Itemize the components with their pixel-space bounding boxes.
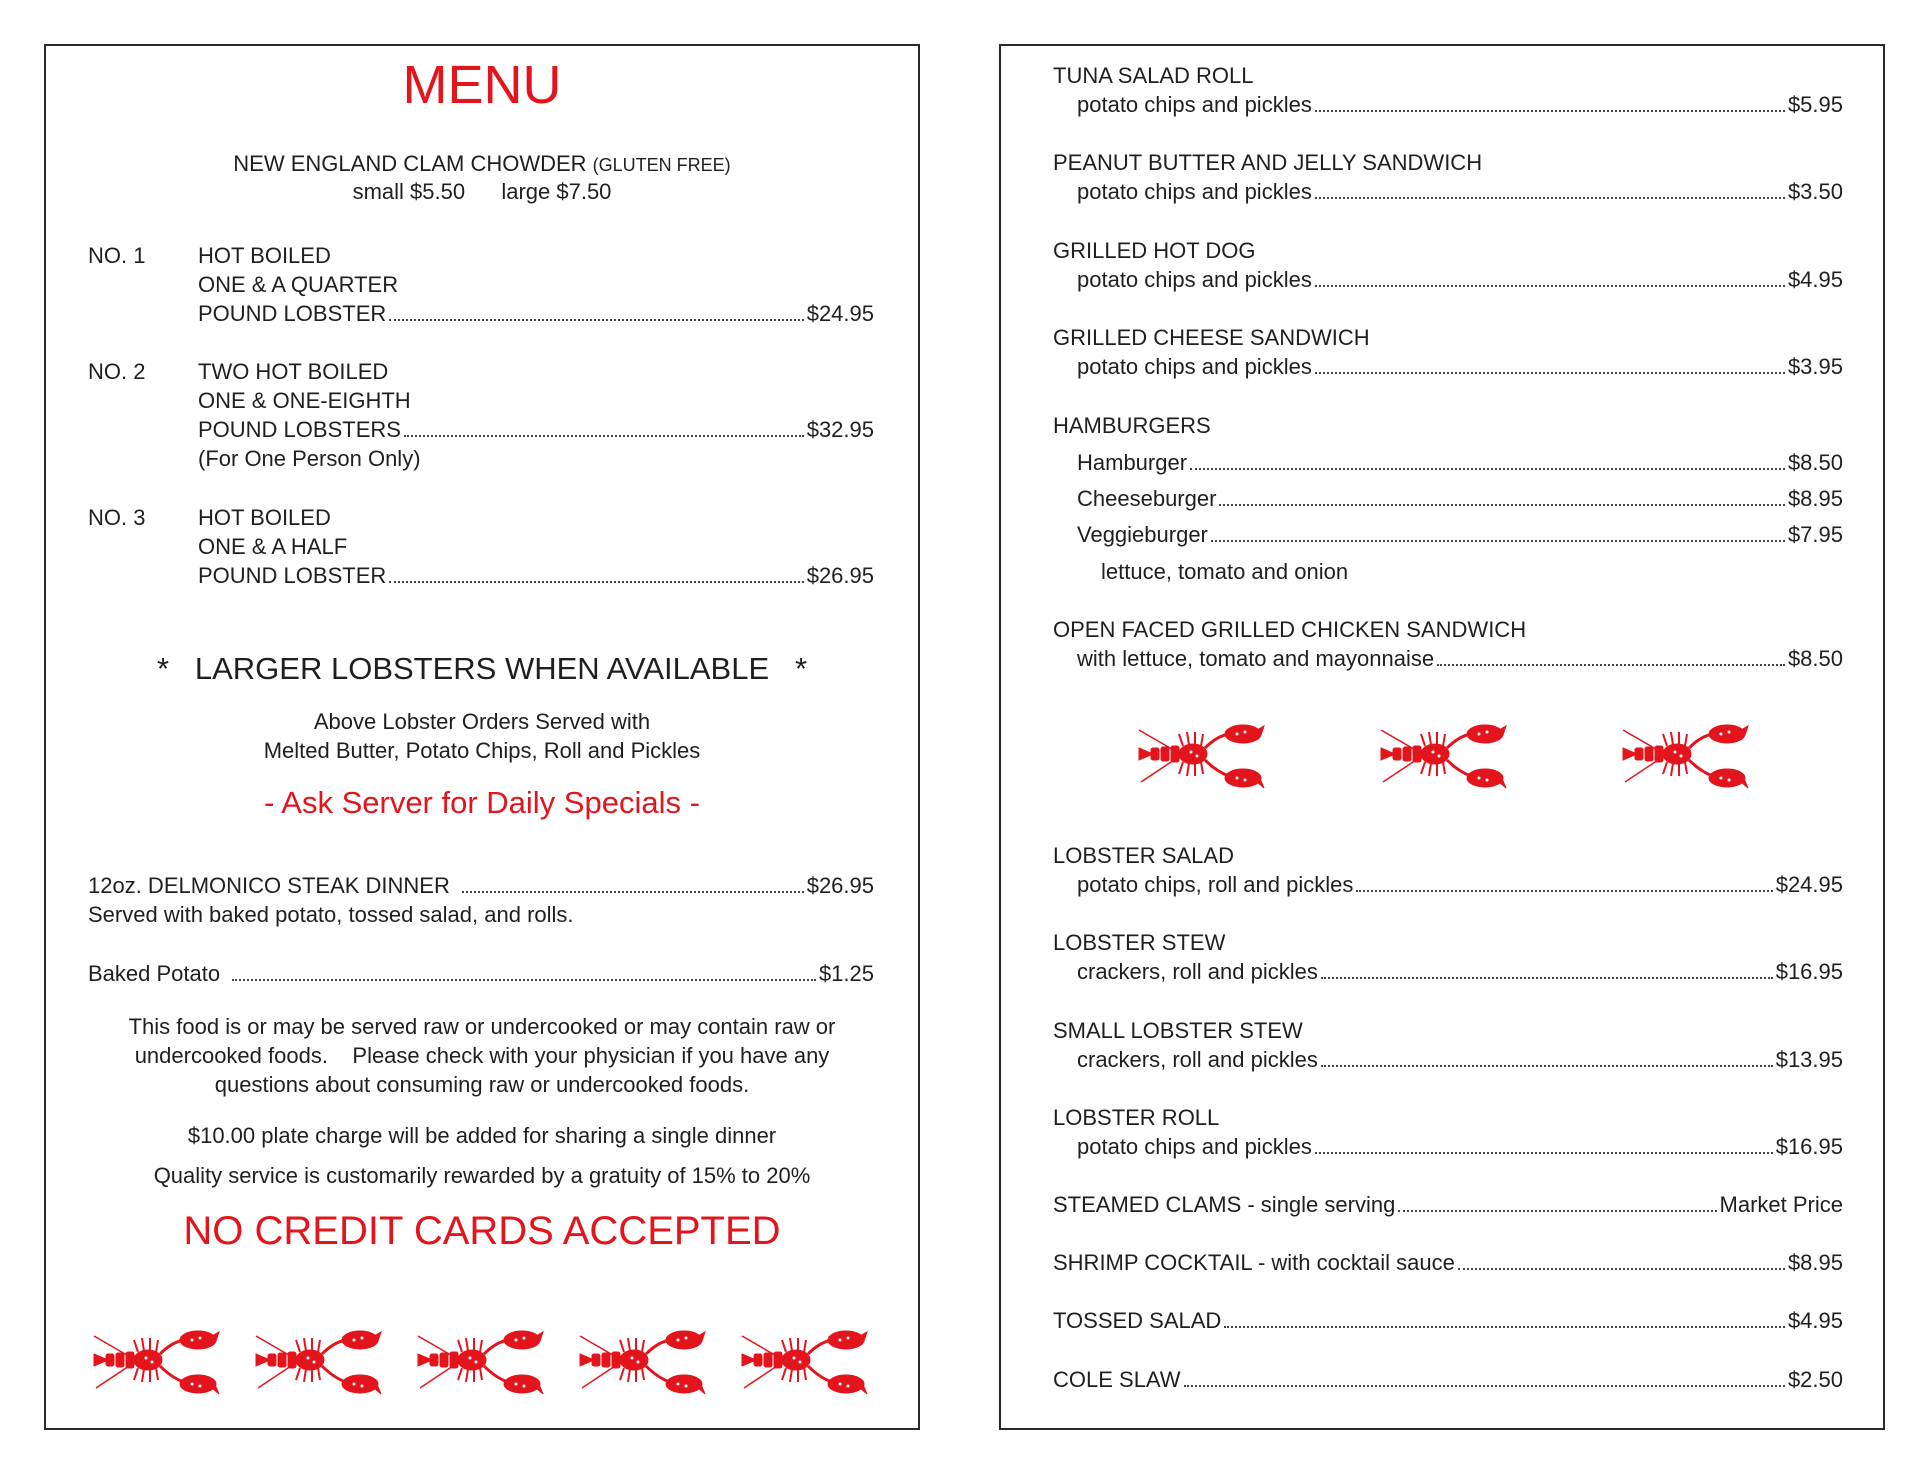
item-no-1-number: NO. 1 (88, 243, 146, 268)
chicken-sandwich-row (1077, 645, 1843, 673)
lobster-icon (416, 1328, 544, 1400)
steak-price: $26.95 (806, 873, 874, 898)
burger-toppings: lettuce, tomato and onion (1101, 559, 1349, 584)
steak-description: Served with baked potato, tossed salad, and rolls. (88, 902, 574, 927)
lobster-icon (254, 1328, 382, 1400)
chowder-small: small $5.50 (352, 179, 466, 204)
small-lobster-stew-name: SMALL LOBSTER STEW (1053, 1018, 1303, 1043)
item-no-1-line-1: HOT BOILED (198, 243, 331, 268)
veggieburger-row (1077, 521, 1843, 549)
lobster-icon (578, 1328, 706, 1400)
served-with-line-1: Above Lobster Orders Served with (313, 709, 651, 734)
pbj-price: $3.50 (1787, 179, 1843, 204)
chowder-note: (GLUTEN FREE) (592, 155, 731, 175)
menu-title: MENU (402, 55, 562, 115)
chicken-sandwich-name: OPEN FACED GRILLED CHICKEN SANDWICH (1053, 617, 1527, 642)
item-no-2-line-1: TWO HOT BOILED (198, 359, 389, 384)
tuna-roll-desc: potato chips and pickles (1077, 92, 1312, 117)
steamed-clams-row (1053, 1191, 1843, 1219)
grilled-cheese-price: $3.95 (1787, 354, 1843, 379)
small-lobster-stew-desc: crackers, roll and pickles (1077, 1047, 1318, 1072)
small-lobster-stew-price: $13.95 (1775, 1047, 1843, 1072)
hot-dog-price: $4.95 (1787, 267, 1843, 292)
pbj-row (1077, 178, 1843, 206)
tossed-salad-row (1053, 1307, 1843, 1335)
chowder-large: large $7.50 (501, 179, 612, 204)
hamburger-name: Hamburger (1077, 450, 1188, 475)
pbj-desc: potato chips and pickles (1077, 179, 1312, 204)
item-no-2-name: POUND LOBSTERS (198, 417, 401, 442)
item-no-3-number: NO. 3 (88, 505, 146, 530)
item-no-3-name: POUND LOBSTER (198, 563, 387, 588)
chowder-name: NEW ENGLAND CLAM CHOWDER (233, 151, 587, 176)
hamburgers-heading: HAMBURGERS (1053, 413, 1211, 438)
baked-potato-row (88, 960, 874, 988)
hot-dog-name: GRILLED HOT DOG (1053, 238, 1256, 263)
hamburger-row (1077, 449, 1843, 477)
raw-food-warning-3: questions about consuming raw or undercooked foods. (214, 1072, 750, 1097)
chicken-sandwich-price: $8.50 (1787, 646, 1843, 671)
lobster-roll-desc: potato chips and pickles (1077, 1134, 1312, 1159)
grilled-cheese-row (1077, 353, 1843, 381)
left-menu-panel (44, 44, 920, 1430)
tossed-salad-price: $4.95 (1787, 1308, 1843, 1333)
item-no-2-line-2: ONE & ONE-EIGHTH (198, 388, 411, 413)
item-no-1-price-row (198, 300, 874, 328)
small-lobster-stew-row (1077, 1046, 1843, 1074)
item-no-3-price-row (198, 562, 874, 590)
cole-slaw-row (1053, 1366, 1843, 1394)
steak-price-row (88, 872, 874, 900)
veggieburger-price: $7.95 (1787, 522, 1843, 547)
lobster-icon (740, 1328, 868, 1400)
lobster-icon (92, 1328, 220, 1400)
shrimp-cocktail-price: $8.95 (1787, 1250, 1843, 1275)
tossed-salad-name: TOSSED SALAD (1053, 1308, 1222, 1333)
tuna-roll-row (1077, 91, 1843, 119)
item-no-1-line-2: ONE & A QUARTER (198, 272, 399, 297)
cheeseburger-row (1077, 485, 1843, 513)
lobster-decoration-row-right (1137, 722, 1749, 794)
chowder-line (46, 150, 918, 179)
lobster-roll-row (1077, 1133, 1843, 1161)
lobster-stew-row (1077, 958, 1843, 986)
item-no-2-note: (For One Person Only) (198, 446, 421, 471)
item-no-3-line-1: HOT BOILED (198, 505, 331, 530)
lobster-icon (1137, 722, 1265, 794)
grilled-cheese-desc: potato chips and pickles (1077, 354, 1312, 379)
veggieburger-name: Veggieburger (1077, 522, 1208, 547)
steak-name: 12oz. DELMONICO STEAK DINNER (88, 873, 450, 898)
cheeseburger-price: $8.95 (1787, 486, 1843, 511)
item-no-1-name: POUND LOBSTER (198, 301, 387, 326)
lobster-roll-price: $16.95 (1775, 1134, 1843, 1159)
daily-specials-note: - Ask Server for Daily Specials - (264, 785, 700, 820)
tuna-roll-name: TUNA SALAD ROLL (1053, 63, 1254, 88)
item-no-2-number: NO. 2 (88, 359, 146, 384)
hot-dog-row (1077, 266, 1843, 294)
lobster-roll-name: LOBSTER ROLL (1053, 1105, 1220, 1130)
no-credit-cards-notice: NO CREDIT CARDS ACCEPTED (183, 1209, 781, 1253)
served-with-line-2: Melted Butter, Potato Chips, Roll and Pickles (263, 738, 701, 763)
grilled-cheese-name: GRILLED CHEESE SANDWICH (1053, 325, 1370, 350)
cole-slaw-name: COLE SLAW (1053, 1367, 1181, 1392)
lobster-icon (1621, 722, 1749, 794)
baked-potato-price: $1.25 (818, 961, 874, 986)
lobster-stew-name: LOBSTER STEW (1053, 930, 1226, 955)
tuna-roll-price: $5.95 (1787, 92, 1843, 117)
shrimp-cocktail-name: SHRIMP COCKTAIL - with cocktail sauce (1053, 1250, 1455, 1275)
hamburger-price: $8.50 (1787, 450, 1843, 475)
lobster-salad-row (1077, 871, 1843, 899)
item-no-3-price: $26.95 (806, 563, 874, 588)
lobster-decoration-row (92, 1328, 868, 1400)
item-no-2-price-row (198, 416, 874, 444)
raw-food-warning-1: This food is or may be served raw or undercooked or may contain raw or (128, 1014, 836, 1039)
item-no-3-line-2: ONE & A HALF (198, 534, 348, 559)
cole-slaw-price: $2.50 (1787, 1367, 1843, 1392)
baked-potato-name: Baked Potato (88, 961, 221, 986)
lobster-salad-name: LOBSTER SALAD (1053, 843, 1234, 868)
cheeseburger-name: Cheeseburger (1077, 486, 1217, 511)
raw-food-warning-2: undercooked foods. Please check with your physician if you have any (134, 1043, 830, 1068)
lobster-stew-desc: crackers, roll and pickles (1077, 959, 1318, 984)
shrimp-cocktail-row (1053, 1249, 1843, 1277)
larger-lobsters-note: * LARGER LOBSTERS WHEN AVAILABLE * (156, 651, 808, 686)
chowder-prices (46, 178, 918, 206)
right-menu-panel (999, 44, 1885, 1430)
lobster-icon (1379, 722, 1507, 794)
item-no-2-price: $32.95 (806, 417, 874, 442)
gratuity-note: Quality service is customarily rewarded by a gratuity of 15% to 20% (153, 1163, 811, 1188)
hot-dog-desc: potato chips and pickles (1077, 267, 1312, 292)
pbj-name: PEANUT BUTTER AND JELLY SANDWICH (1053, 150, 1483, 175)
steamed-clams-name: STEAMED CLAMS - single serving (1053, 1192, 1396, 1217)
plate-charge-note: $10.00 plate charge will be added for sharing a single dinner (187, 1123, 777, 1148)
steamed-clams-price: Market Price (1719, 1192, 1843, 1217)
lobster-salad-desc: potato chips, roll and pickles (1077, 872, 1354, 897)
lobster-stew-price: $16.95 (1775, 959, 1843, 984)
chicken-sandwich-desc: with lettuce, tomato and mayonnaise (1077, 646, 1435, 671)
lobster-salad-price: $24.95 (1775, 872, 1843, 897)
item-no-1-price: $24.95 (806, 301, 874, 326)
